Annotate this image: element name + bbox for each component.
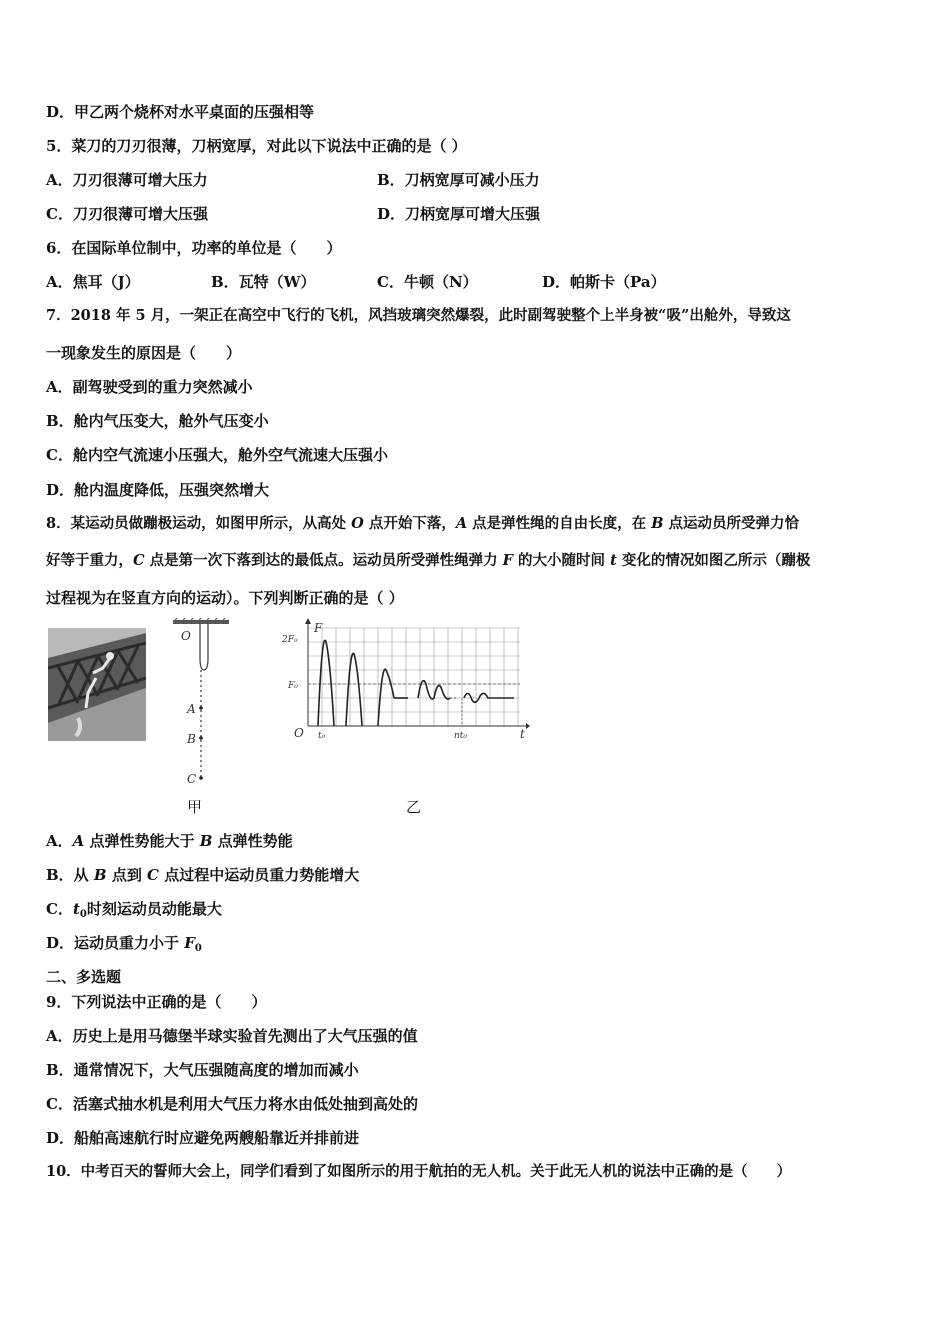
figure-yi-graph: [278, 618, 530, 740]
q8-option-c: C．$t_0$时刻运动员动能最大: [46, 900, 222, 920]
jia-label-o: O: [181, 629, 191, 643]
q7-stem-line2: 一现象发生的原因是（ ）: [46, 344, 242, 362]
yi-origin-label: O: [294, 726, 304, 740]
q7-option-c: C．舱内空气流速小压强大，舱外空气流速大压强小: [46, 446, 388, 464]
q5-option-c: C．刀刃很薄可增大压强: [46, 205, 208, 223]
q5-option-b: B．刀柄宽厚可减小压力: [377, 171, 540, 189]
figure-jia-caption: 甲: [187, 798, 203, 816]
q7-option-b: B．舱内气压变大，舱外气压变小: [46, 412, 269, 430]
jia-label-c: C: [187, 772, 197, 786]
q6-option-d: D．帕斯卡（Pa）: [542, 273, 666, 291]
q6-stem: 6．在国际单位制中，功率的单位是（ ）: [46, 239, 342, 257]
jia-label-a: A: [187, 702, 196, 716]
bungee-photo: [48, 628, 146, 741]
q7-stem-line1: 7．2018 年 5 月，一架正在高空中飞行的飞机，风挡玻璃突然爆裂，此时副驾驶整个上半身被“吸”出舱外，导致这: [46, 307, 791, 324]
q8-stem-line1: 8．某运动员做蹦极运动，如图甲所示，从高处 O 点开始下落，A 点是弹性绳的自由长度，在 B 点运动员所受弹力恰: [46, 515, 800, 532]
q9-option-b: B．通常情况下，大气压强随高度的增加而减小: [46, 1061, 359, 1079]
q9-option-d: D．船舶高速航行时应避免两艘船靠近并排前进: [46, 1129, 360, 1147]
q10-stem: 10．中考百天的誓师大会上，同学们看到了如图所示的用于航拍的无人机。关于此无人机的说法中正确的是（ ）: [46, 1163, 792, 1180]
yi-tick-nt0: nt₀: [454, 731, 468, 740]
section-heading-multi-choice: 二、多选题: [46, 968, 122, 986]
q8-stem-line2: 好等于重力，C 点是第一次下落到达的最低点。运动员所受弹性绳弹力 F 的大小随时间 t 变化的情况如图乙所示（蹦极: [46, 552, 811, 569]
q9-stem: 9．下列说法中正确的是（ ）: [46, 993, 267, 1011]
q7-option-a: A．副驾驶受到的重力突然减小: [46, 378, 253, 396]
q8-stem-line3: 过程视为在竖直方向的运动）。下列判断正确的是（ ）: [46, 589, 404, 607]
figure-jia-diagram: [165, 618, 245, 788]
q9-option-c: C．活塞式抽水机是利用大气压力将水由低处抽到高处的: [46, 1095, 418, 1113]
q6-option-a: A．焦耳（J）: [46, 273, 140, 291]
q8-option-b: B．从 B 点到 C 点过程中运动员重力势能增大: [46, 866, 360, 884]
figure-yi-caption: 乙: [406, 798, 422, 816]
q6-option-b: B．瓦特（W）: [211, 273, 316, 291]
yi-axis-f-label: F: [314, 621, 323, 635]
q5-option-d: D．刀柄宽厚可增大压强: [377, 205, 541, 223]
q9-option-a: A．历史上是用马德堡半球实验首先测出了大气压强的值: [46, 1027, 418, 1045]
q8-option-a: A．A 点弹性势能大于 B 点弹性势能: [46, 832, 293, 850]
q8-option-d: D．运动员重力小于 $F_0$: [46, 934, 202, 954]
yi-tick-t0: t₀: [318, 731, 326, 740]
yi-tick-f0: F₀: [288, 681, 298, 691]
q7-option-d: D．舱内温度降低，压强突然增大: [46, 481, 270, 499]
q5-stem: 5．菜刀的刀刃很薄，刀柄宽厚，对此以下说法中正确的是（ ）: [46, 137, 467, 155]
q6-option-c: C．牛顿（N）: [377, 273, 478, 291]
q5-option-a: A．刀刃很薄可增大压力: [46, 171, 208, 189]
yi-tick-2f0: 2F₀: [282, 635, 298, 645]
q4-option-d: D．甲乙两个烧杯对水平桌面的压强相等: [46, 103, 315, 121]
jia-label-b: B: [187, 732, 196, 746]
yi-axis-t-label: t: [520, 727, 525, 740]
